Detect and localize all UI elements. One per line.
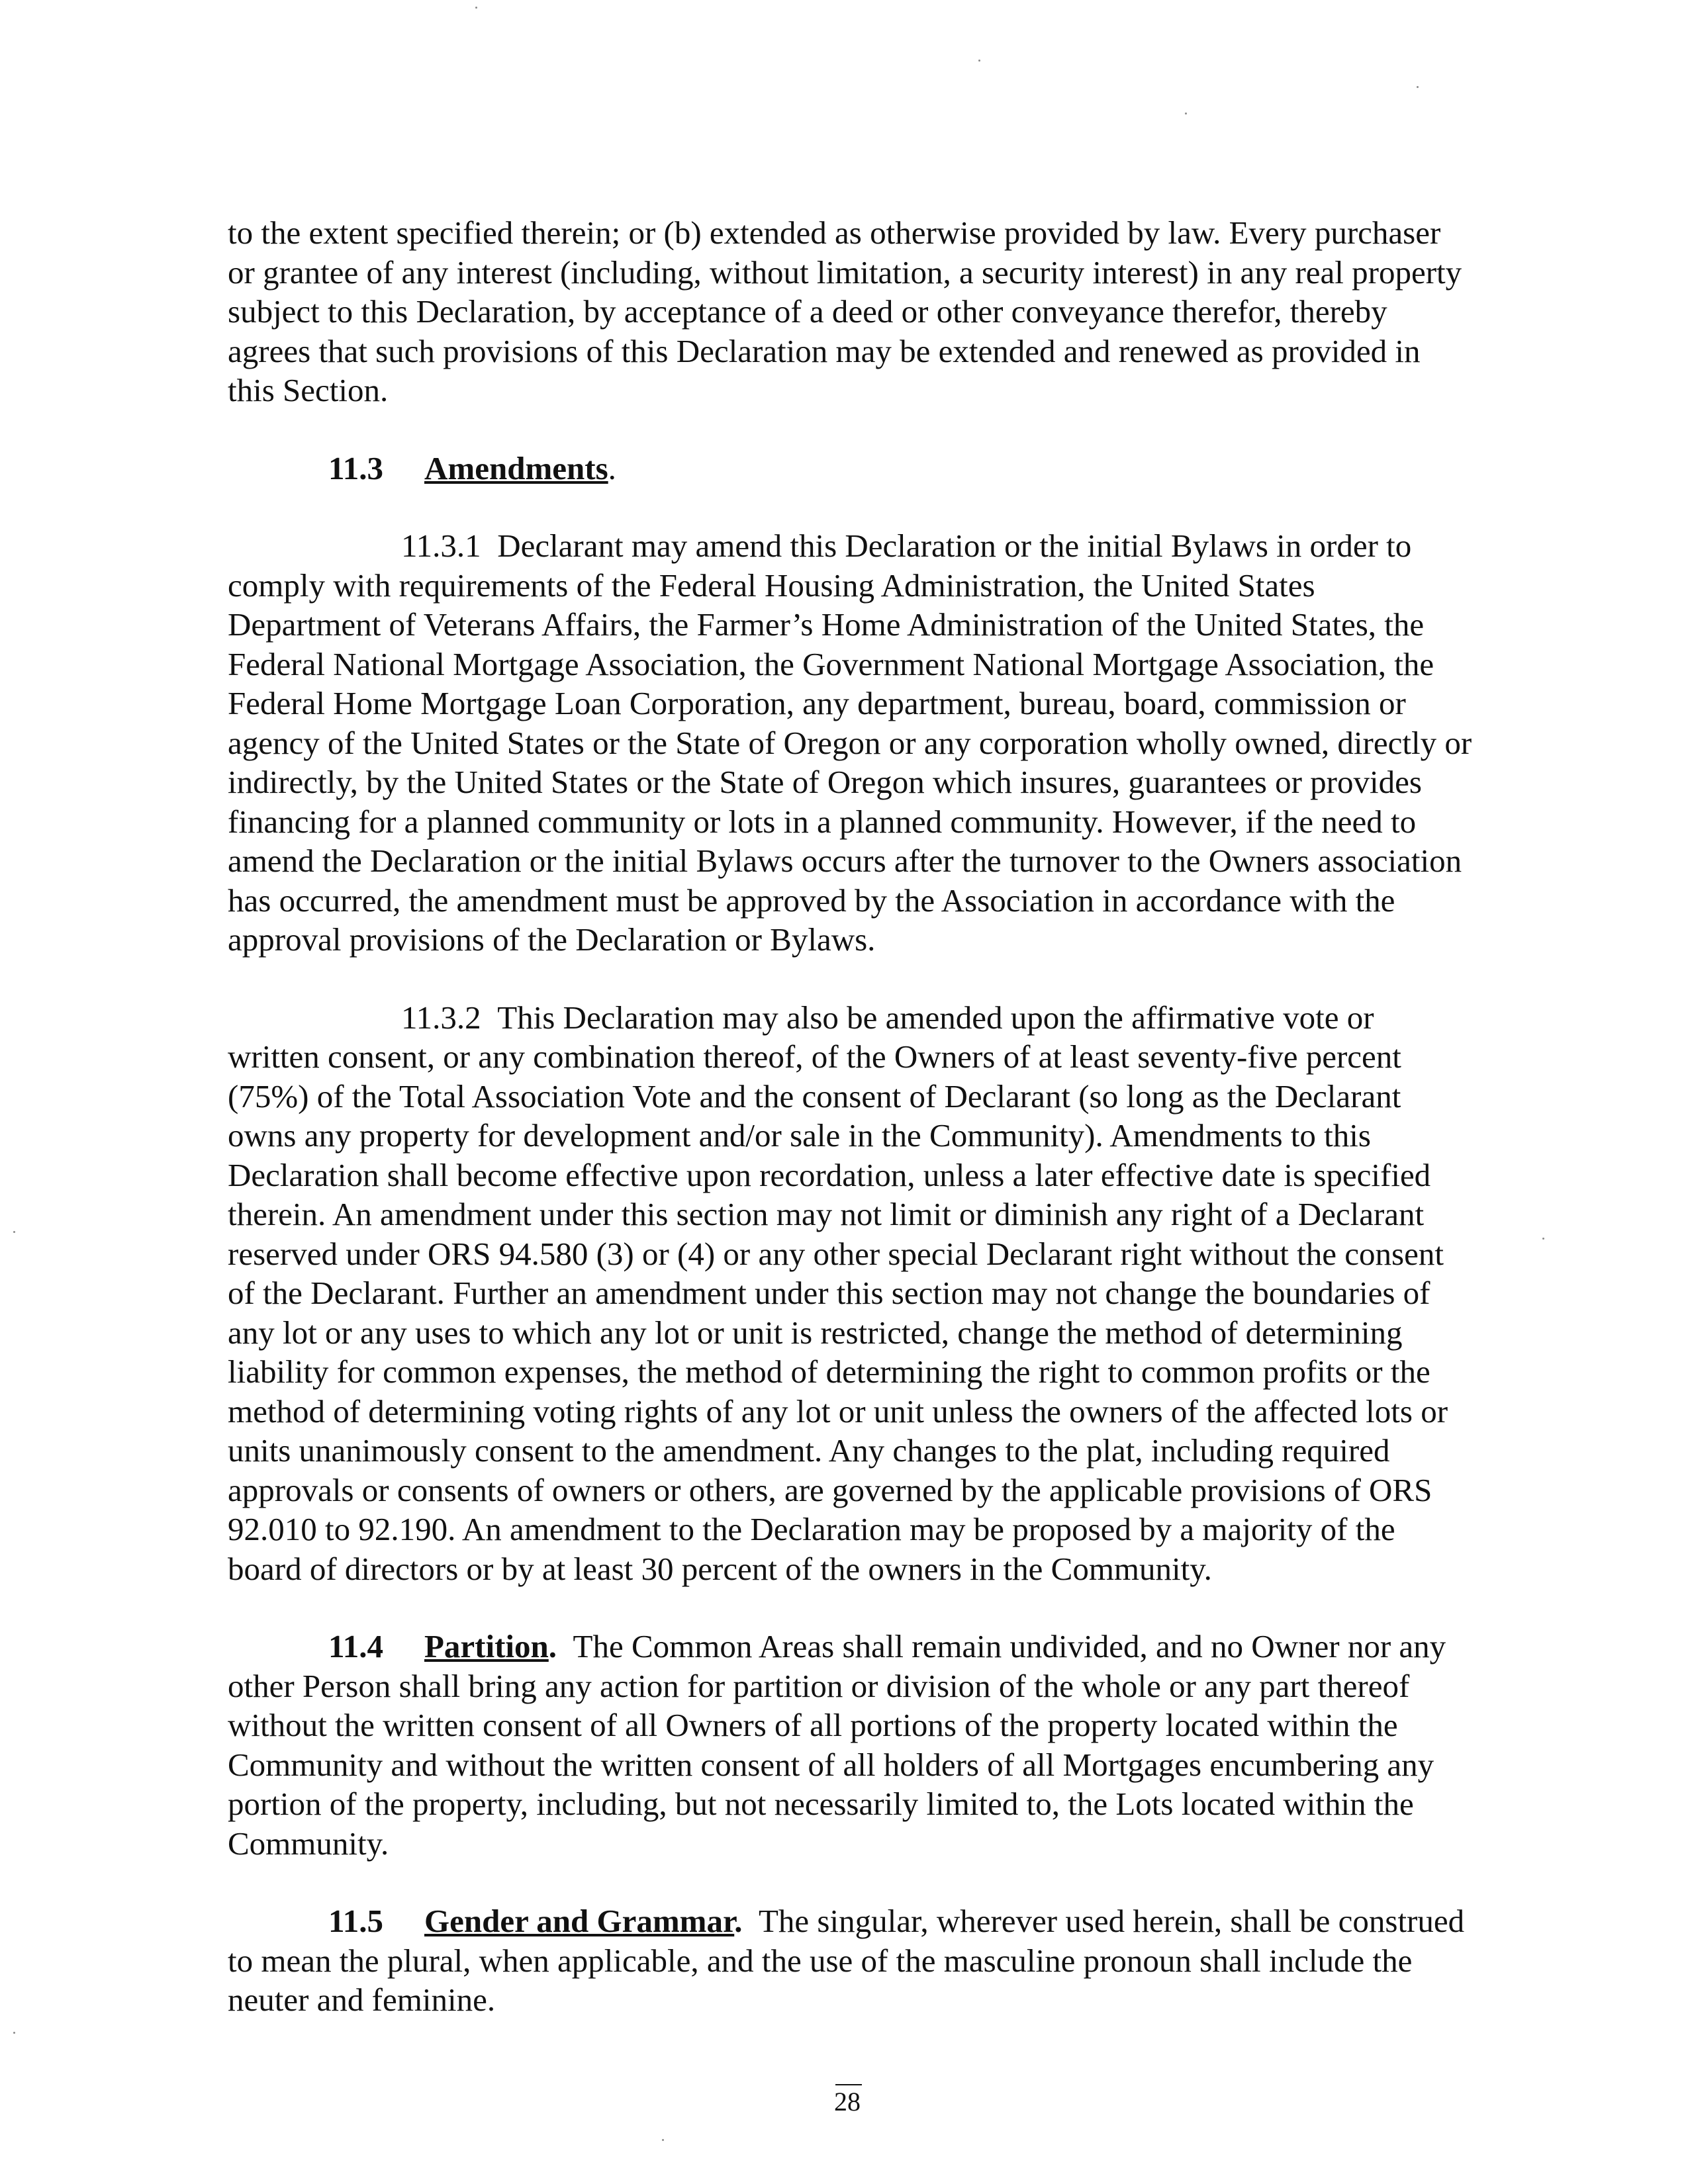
- section-number: 11.4: [328, 1628, 384, 1664]
- document-body: [228, 213, 1472, 2020]
- section-number: 11.5: [328, 1903, 384, 1939]
- section-text: The singular, wherever used herein, shall be construed to mean the plural, when applicable, and the use of the masculine pronoun shall include the neuter and feminine.: [228, 1903, 1465, 2018]
- scan-speck: [662, 2139, 664, 2141]
- section-title: Amendments: [424, 449, 608, 486]
- section-title: Gender and Grammar: [424, 1903, 735, 1939]
- subsection-11-3-2: [228, 998, 1472, 1589]
- page-number-rule: [835, 2084, 862, 2085]
- subsection-number: 11.3.2: [401, 999, 481, 1036]
- subsection-text: Declarant may amend this Declaration or the initial Bylaws in order to comply with requirements of the Federal Housing Administration, the United States Department of Veterans Affairs, the Farmer’s Home Administration of the United States, the Federal National Mortgage Association, the Government National Mortgage Association, the Federal Home Mortgage Loan Corporation, any department, bureau, board, commission or agency of the United States or the State of Oregon or any corporation wholly owned, directly or indirectly, by the United States or the State of Oregon which insures, guarantees or provides financing for a planned community or lots in a planned community. However, if the need to amend the Declaration or the initial Bylaws occurs after the turnover to the Owners association has occurred, the amendment must be approved by the Association in accordance with the approval provisions of the Declaration or Bylaws.: [228, 527, 1472, 958]
- subsection-text: This Declaration may also be amended upon the affirmative vote or written consent, or any combination thereof, of the Owners of at least seventy-five percent (75%) of the Total Association Vote and the consent of Declarant (so long as the Declarant owns any property for development and/or sale in the Community). Amendments to this Declaration shall become effective upon recordation, unless a later effective date is specified therein. An amendment under this section may not limit or diminish any right of a Declarant reserved under ORS 94.580 (3) or (4) or any other special Declarant right without the consent of the Declarant. Further an amendment under this section may not change the boundaries of any lot or any uses to which any lot or unit is restricted, change the method of determining liability for common expenses, the method of determining the right to common profits or the method of determining voting rights of any lot or unit unless the owners of the affected lots or units unanimously consent to the amendment. Any changes to the plat, including required approvals or consents of owners or others, are governed by the applicable provisions of ORS 92.010 to 92.190. An amendment to the Declaration may be proposed by a majority of the board of directors or by at least 30 percent of the owners in the Community.: [228, 999, 1448, 1587]
- scan-speck: [1542, 1238, 1544, 1240]
- section-11-5: [228, 1901, 1472, 2020]
- scan-speck: [1185, 113, 1187, 114]
- section-title-period: .: [734, 1903, 743, 1939]
- subsection-11-3-1: [228, 526, 1472, 960]
- section-title-period: .: [548, 1628, 557, 1664]
- scan-speck: [978, 60, 980, 62]
- intro-paragraph: to the extent specified therein; or (b) extended as otherwise provided by law. Every purchaser or grantee of any interest (including, without limitation, a security interest) in any real property subject to this Declaration, by acceptance of a deed or other conveyance therefor, thereby agrees that such provisions of this Declaration may be extended and renewed as provided in this Section.: [228, 214, 1462, 408]
- section-11-4: [228, 1627, 1472, 1863]
- scan-speck: [1417, 86, 1419, 88]
- scan-speck: [475, 7, 477, 9]
- section-title: Partition: [424, 1628, 549, 1664]
- section-11-3-heading: [228, 449, 1472, 488]
- scan-speck: [13, 2032, 15, 2034]
- subsection-number: 11.3.1: [401, 527, 481, 564]
- scan-speck: [13, 1231, 15, 1233]
- section-text: The Common Areas shall remain undivided, and no Owner nor any other Person shall bring any action for partition or division of the whole or any part thereof without the written consent of all Owners of all portions of the property located within the Community and without the written consent of all holders of all Mortgages encumbering any portion of the property, including, but not necessarily limited to, the Lots located within the Community.: [228, 1628, 1446, 1862]
- section-number: 11.3: [328, 449, 384, 486]
- page-number: 28: [834, 2087, 861, 2116]
- section-title-period: .: [608, 449, 616, 486]
